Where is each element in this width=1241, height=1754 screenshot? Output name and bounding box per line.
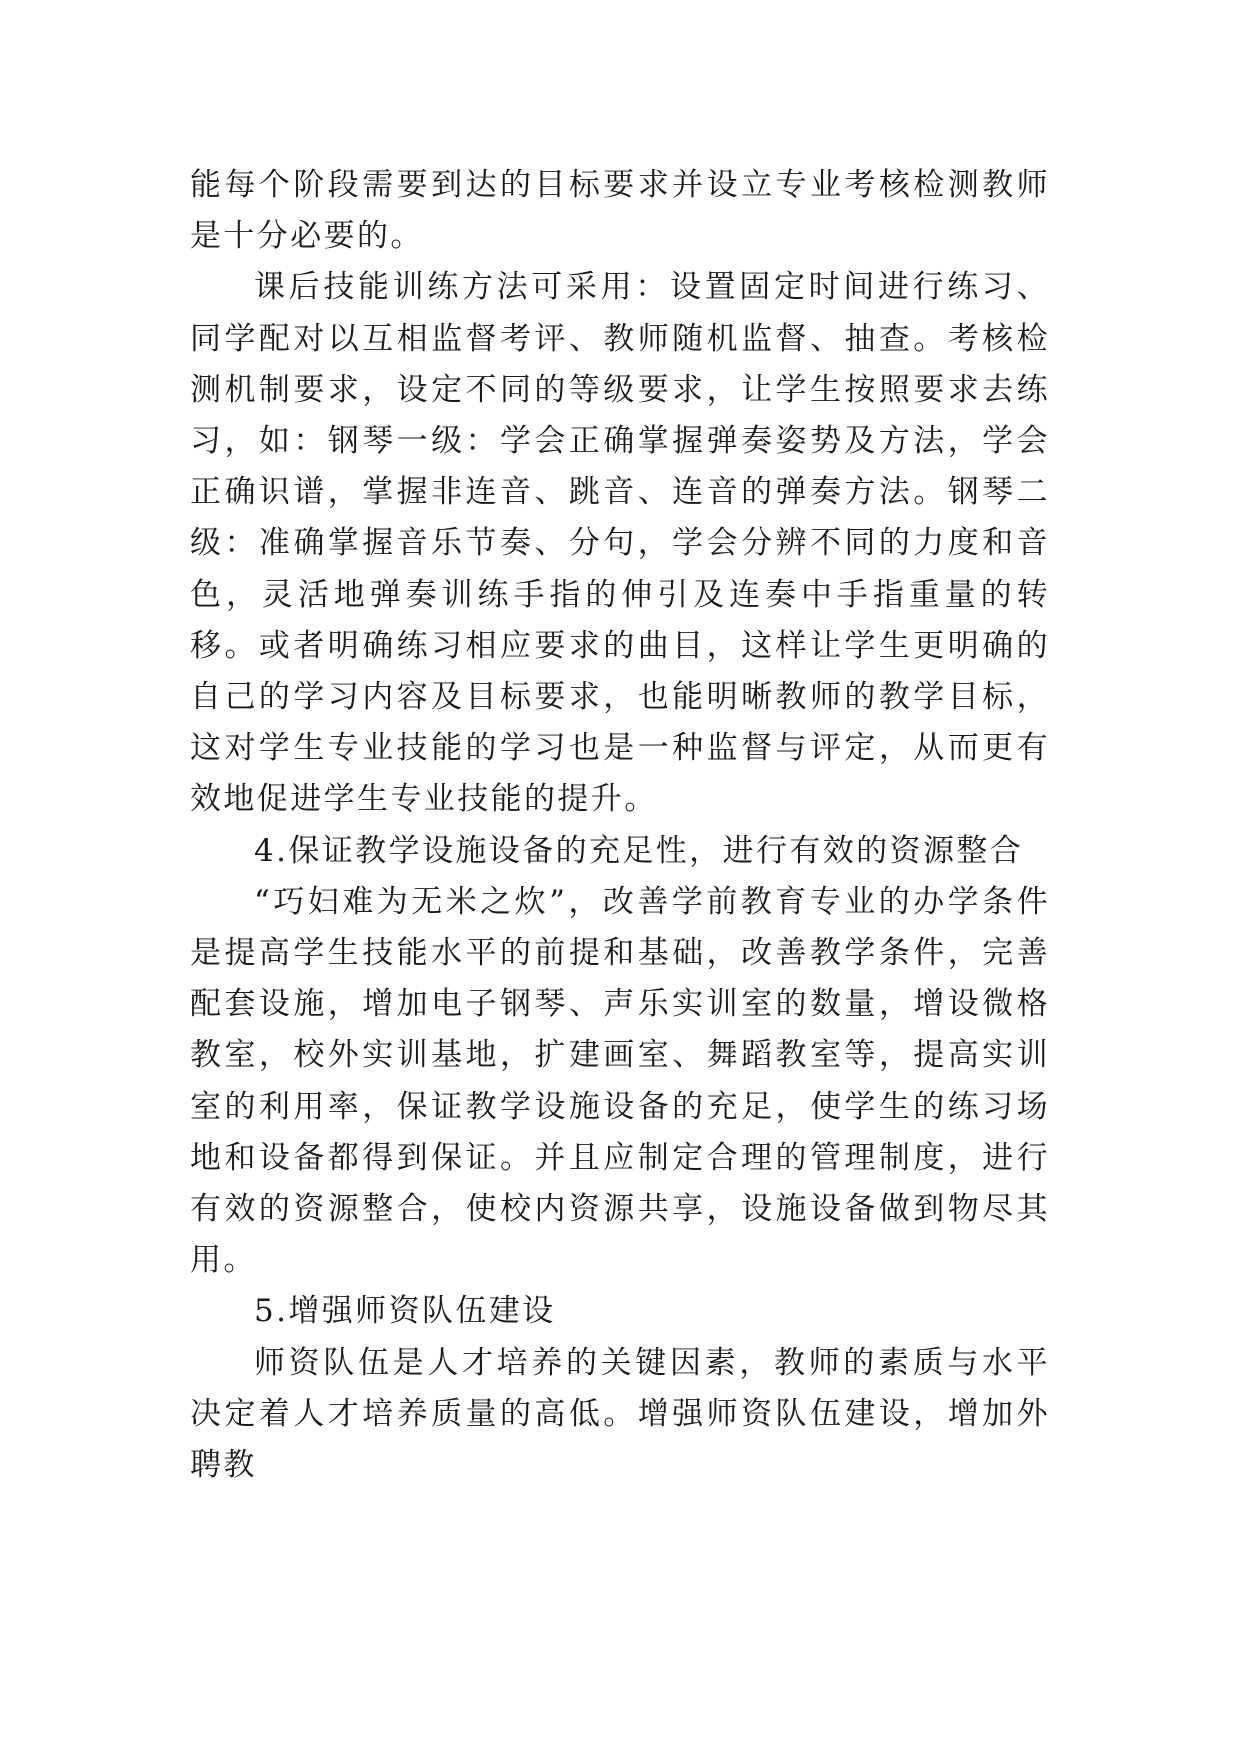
- paragraph-continuation: 能每个阶段需要到达的目标要求并设立专业考核检测教师是十分必要的。: [190, 167, 1050, 255]
- paragraph-training-methods: 课后技能训练方法可采用：设置固定时间进行练习、同学配对以互相监督考评、教师随机监督、抽查。考核检测机制要求，设定不同的等级要求，让学生按照要求去练习，如：钢琴一级：学会正确掌握弹奏姿势及方法，学会正确识谱，掌握非连音、跳音、连音的弹奏方法。钢琴二级：准确掌握音乐节奏、分句，学会分辨不同的力度和音色，灵活地弹奏训练手指的伸引及连奏中手指重量的转移。或者明确练习相应要求的曲目，这样让学生更明确的自己的学习内容及目标要求，也能明晰教师的教学目标，这对学生专业技能的学习也是一种监督与评定，从而更有效地促进学生专业技能的提升。: [190, 269, 1050, 818]
- section-heading-5: 5.增强师资队伍建设: [254, 1293, 556, 1330]
- paragraph-faculty: 师资队伍是人才培养的关键因素，教师的素质与水平决定着人才培养质量的高低。增强师资队伍建设，增加外聘教: [190, 1344, 1050, 1484]
- paragraph-facilities: “巧妇难为无米之炊”，改善学前教育专业的办学条件是提高学生技能水平的前提和基础，改善教学条件，完善配套设施，增加电子钢琴、声乐实训室的数量，增设微格教室，校外实训基地，扩建画室、舞蹈教室等，提高实训室的利用率，保证教学设施设备的充足，使学生的练习场地和设备都得到保证。并且应制定合理的管理制度，进行有效的资源整合，使校内资源共享，设施设备做到物尽其用。: [190, 883, 1050, 1279]
- body-text: [190, 160, 1050, 1491]
- section-heading-4: 4.保证教学设施设备的充足性，进行有效的资源整合: [254, 832, 1024, 869]
